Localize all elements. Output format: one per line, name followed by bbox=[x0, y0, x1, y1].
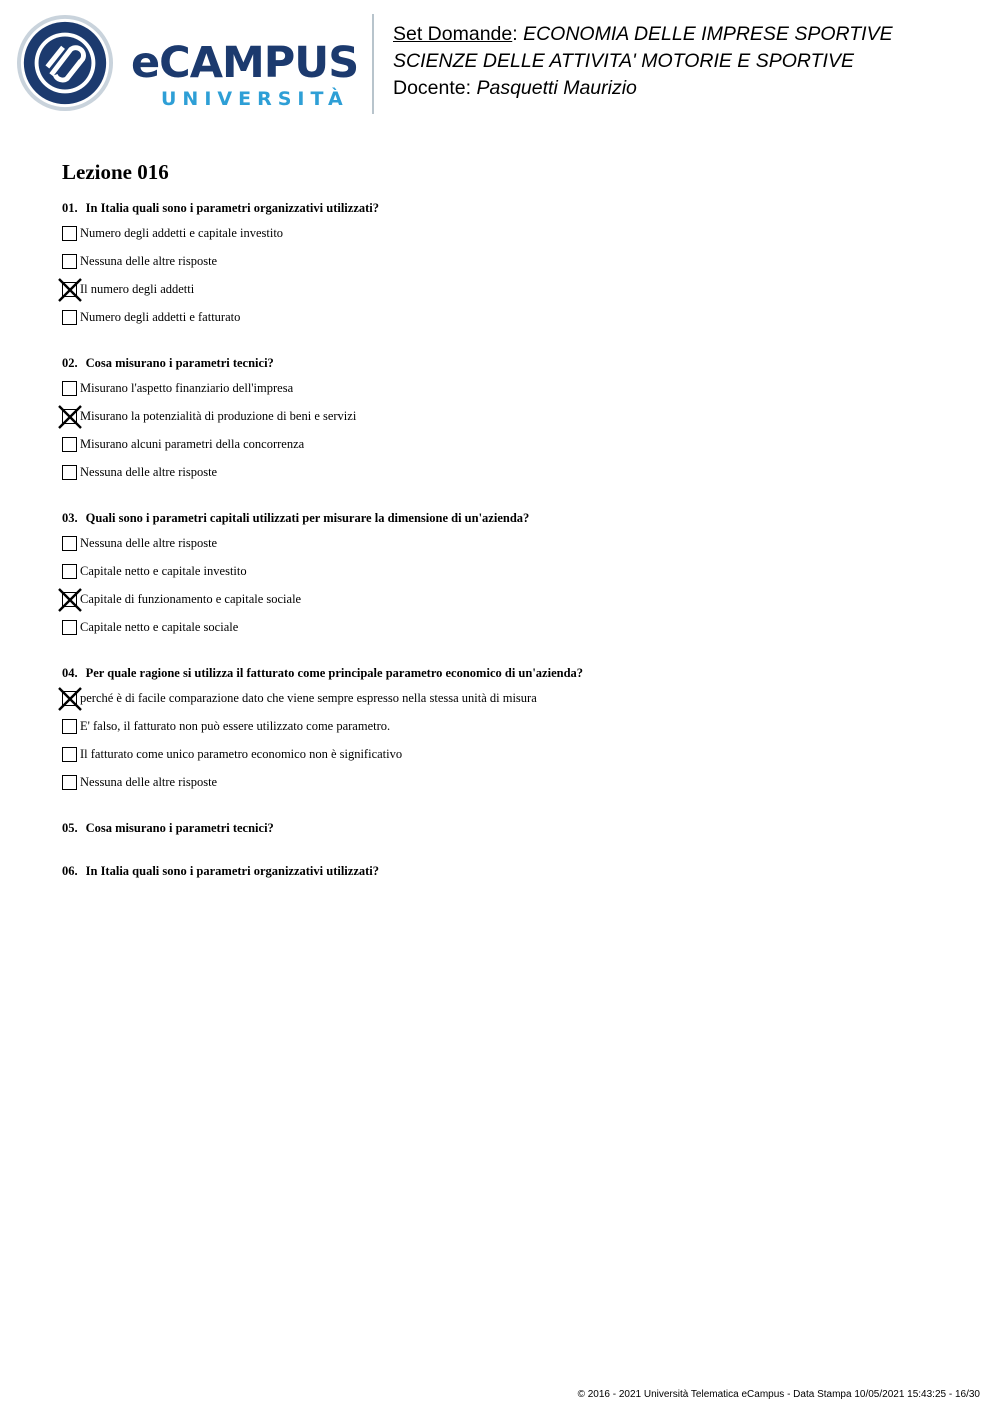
answer-label: Numero degli addetti e fatturato bbox=[80, 309, 241, 324]
set-label: Set Domande bbox=[393, 23, 513, 45]
answer-option[interactable] bbox=[62, 374, 962, 402]
question-label: Cosa misurano i parametri tecnici? bbox=[85, 356, 274, 370]
page-footer: © 2016 - 2021 Università Telematica eCampus - Data Stampa 10/05/2021 15:43:25 - 16/30 bbox=[577, 1389, 980, 1400]
answer-label: Misurano alcuni parametri della concorrenza bbox=[80, 436, 305, 451]
answer-label: Nessuna delle altre risposte bbox=[80, 535, 218, 550]
answer-label: Il numero degli addetti bbox=[80, 281, 195, 296]
answer-option[interactable] bbox=[62, 529, 962, 557]
question-label: In Italia quali sono i parametri organizzativi utilizzati? bbox=[85, 864, 380, 878]
question-number: 02. bbox=[62, 356, 78, 370]
question-text bbox=[62, 507, 962, 529]
answer-option[interactable] bbox=[62, 740, 962, 768]
answer-label: Numero degli addetti e capitale investito bbox=[80, 225, 284, 240]
question-text bbox=[62, 662, 962, 684]
answer-label: Capitale netto e capitale investito bbox=[80, 563, 247, 578]
lesson-title: Lezione 016 bbox=[62, 160, 169, 184]
answer-checkbox-checked[interactable] bbox=[62, 691, 77, 706]
question-number: 03. bbox=[62, 511, 78, 525]
answer-checkbox[interactable] bbox=[62, 254, 77, 269]
answer-checkbox-checked[interactable] bbox=[62, 592, 77, 607]
answer-label: Capitale netto e capitale sociale bbox=[80, 619, 239, 634]
answer-label: Il fatturato come unico parametro economico non è significativo bbox=[80, 746, 403, 761]
set-separator: : bbox=[512, 23, 518, 45]
answer-label: Misurano l'aspetto finanziario dell'impresa bbox=[80, 380, 294, 395]
check-cross-icon bbox=[57, 587, 83, 613]
answer-checkbox[interactable] bbox=[62, 465, 77, 480]
answer-checkbox[interactable] bbox=[62, 536, 77, 551]
question-label: Per quale ragione si utilizza il fatturato come principale parametro economico di un'azienda? bbox=[85, 666, 584, 680]
docente-name: Pasquetti Maurizio bbox=[476, 77, 637, 99]
check-cross-icon bbox=[57, 277, 83, 303]
question-number: 06. bbox=[62, 864, 78, 878]
question-number: 05. bbox=[62, 821, 78, 835]
ecampus-wordmark bbox=[131, 40, 358, 110]
header-divider bbox=[372, 14, 374, 114]
docente-label: Docente: bbox=[393, 77, 472, 99]
answer-label: Nessuna delle altre risposte bbox=[80, 464, 218, 479]
question-label: In Italia quali sono i parametri organizzativi utilizzati? bbox=[85, 201, 380, 215]
answer-checkbox[interactable] bbox=[62, 564, 77, 579]
question-text bbox=[62, 817, 962, 839]
question-text bbox=[62, 860, 962, 882]
answer-option[interactable] bbox=[62, 430, 962, 458]
set-line bbox=[393, 21, 893, 48]
question-list bbox=[62, 197, 962, 882]
answer-checkbox[interactable] bbox=[62, 620, 77, 635]
answer-checkbox[interactable] bbox=[62, 775, 77, 790]
brand-name: eCAMPUS bbox=[131, 38, 359, 88]
answer-option[interactable] bbox=[62, 712, 962, 740]
answer-checkbox[interactable] bbox=[62, 226, 77, 241]
ecampus-seal-icon bbox=[16, 14, 114, 112]
answer-label: Capitale di funzionamento e capitale sociale bbox=[80, 591, 302, 606]
answer-checkbox[interactable] bbox=[62, 310, 77, 325]
answer-label: Nessuna delle altre risposte bbox=[80, 253, 218, 268]
answer-option[interactable] bbox=[62, 275, 962, 303]
set-title-line2: SCIENZE DELLE ATTIVITA' MOTORIE E SPORTIVE bbox=[393, 50, 854, 72]
answer-option[interactable] bbox=[62, 303, 962, 331]
answer-option[interactable] bbox=[62, 684, 962, 712]
question-number: 01. bbox=[62, 201, 78, 215]
check-cross-icon bbox=[57, 404, 83, 430]
question-number: 04. bbox=[62, 666, 78, 680]
answer-option[interactable] bbox=[62, 613, 962, 641]
answer-label: E' falso, il fatturato non può essere utilizzato come parametro. bbox=[80, 718, 391, 733]
question bbox=[62, 860, 962, 882]
answer-checkbox[interactable] bbox=[62, 719, 77, 734]
page-header bbox=[0, 0, 1000, 130]
answer-option[interactable] bbox=[62, 458, 962, 486]
answer-option[interactable] bbox=[62, 768, 962, 796]
question-label: Quali sono i parametri capitali utilizzati per misurare la dimensione di un'azienda? bbox=[85, 511, 530, 525]
answer-checkbox[interactable] bbox=[62, 437, 77, 452]
docente-line bbox=[393, 75, 893, 102]
answer-option[interactable] bbox=[62, 585, 962, 613]
answer-checkbox[interactable] bbox=[62, 747, 77, 762]
check-cross-icon bbox=[57, 686, 83, 712]
set-info bbox=[393, 21, 893, 102]
question bbox=[62, 662, 962, 796]
answer-checkbox[interactable] bbox=[62, 381, 77, 396]
answer-label: Misurano la potenzialità di produzione di beni e servizi bbox=[80, 408, 357, 423]
brand-subtitle: UNIVERSITÀ bbox=[161, 88, 349, 110]
answer-checkbox-checked[interactable] bbox=[62, 409, 77, 424]
question-text bbox=[62, 352, 962, 374]
question-text bbox=[62, 197, 962, 219]
quiz-content bbox=[62, 160, 962, 903]
question-label: Cosa misurano i parametri tecnici? bbox=[85, 821, 274, 835]
answer-option[interactable] bbox=[62, 219, 962, 247]
question bbox=[62, 352, 962, 486]
question bbox=[62, 197, 962, 331]
answer-option[interactable] bbox=[62, 247, 962, 275]
answer-label: perché è di facile comparazione dato che viene sempre espresso nella stessa unità di misura bbox=[80, 690, 537, 705]
question bbox=[62, 507, 962, 641]
answer-option[interactable] bbox=[62, 402, 962, 430]
answer-option[interactable] bbox=[62, 557, 962, 585]
question bbox=[62, 817, 962, 839]
answer-label: Nessuna delle altre risposte bbox=[80, 774, 218, 789]
set-title-line1: ECONOMIA DELLE IMPRESE SPORTIVE bbox=[523, 23, 893, 45]
answer-checkbox-checked[interactable] bbox=[62, 282, 77, 297]
